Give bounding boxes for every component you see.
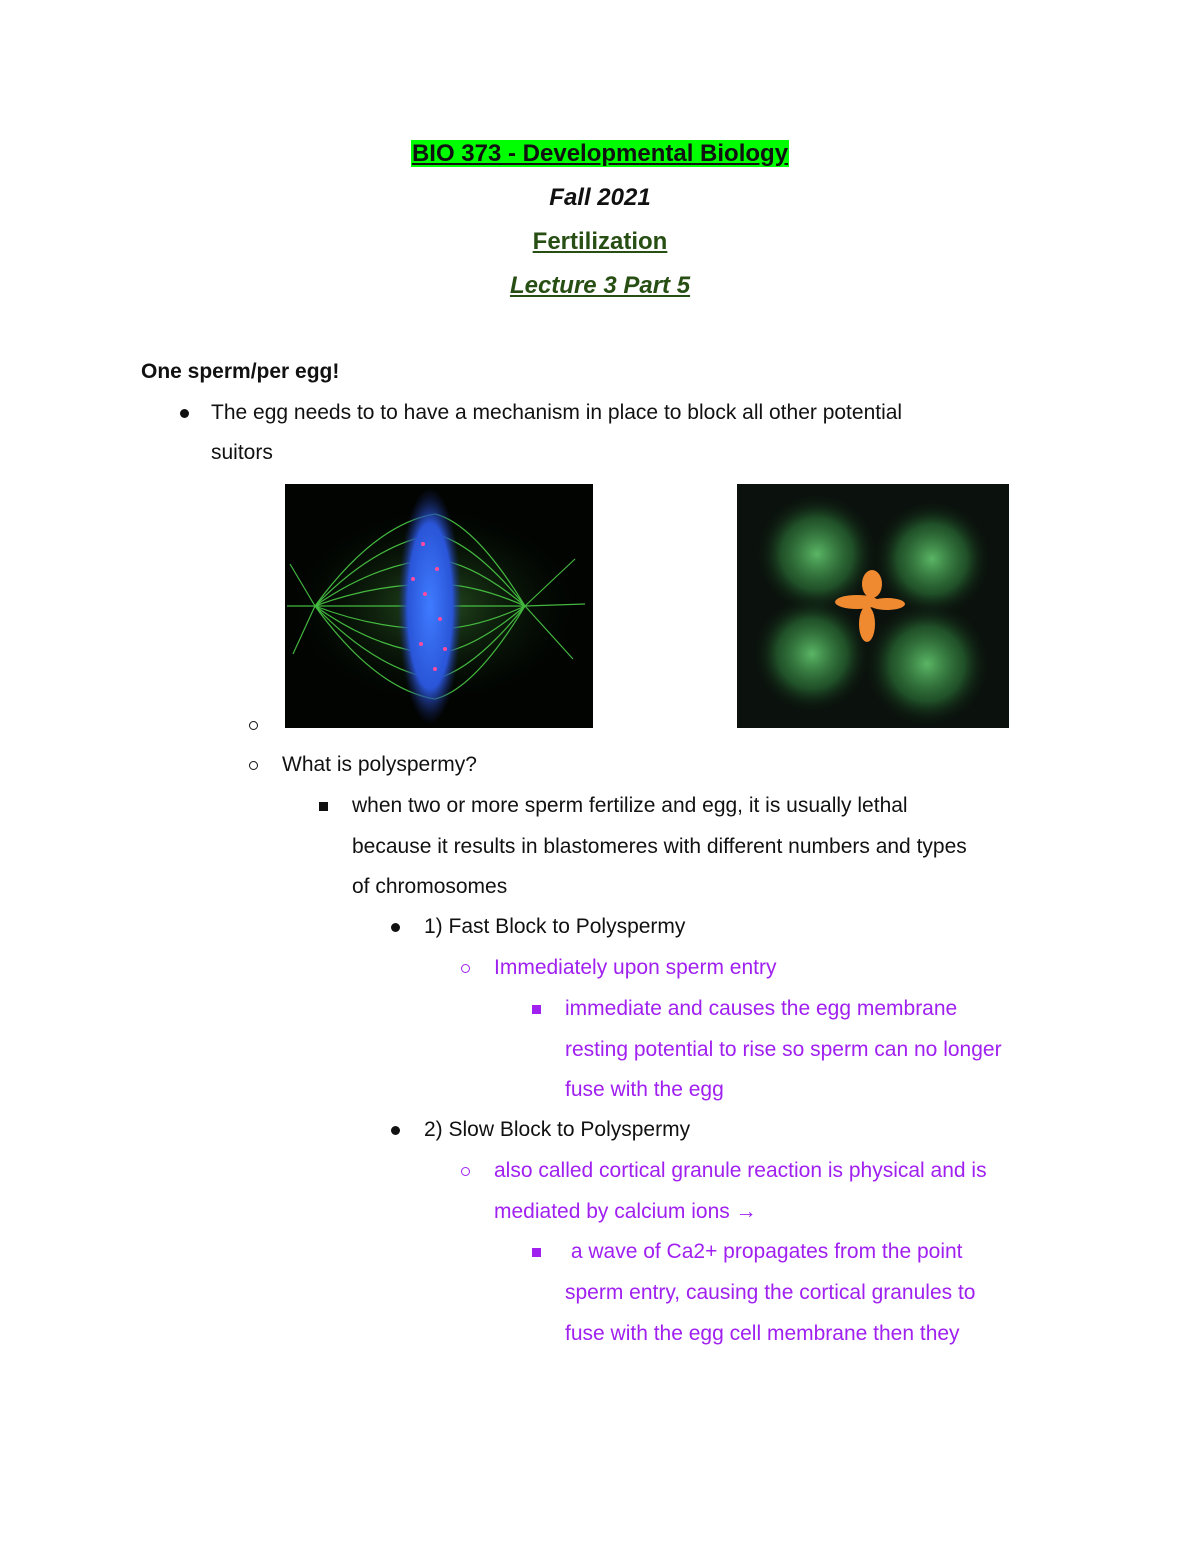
square-bullet-icon bbox=[532, 1005, 541, 1014]
circle-bullet-icon bbox=[461, 964, 470, 973]
fast-block-detail: immediate and causes the egg membrane bbox=[565, 997, 958, 1020]
circle-bullet-icon bbox=[461, 1167, 470, 1176]
lecture-title: Lecture 3 Part 5 bbox=[509, 272, 691, 299]
circle-bullet-icon bbox=[249, 761, 258, 770]
answer-text: of chromosomes bbox=[352, 875, 508, 898]
fast-block-title: 1) Fast Block to Polyspermy bbox=[424, 915, 686, 938]
slow-block-detail: sperm entry, causing the cortical granules to bbox=[565, 1281, 976, 1304]
circle-bullet-icon bbox=[249, 721, 258, 730]
fast-block-detail: resting potential to rise so sperm can no longer bbox=[565, 1038, 1002, 1061]
answer-text: because it results in blastomeres with different numbers and types bbox=[352, 835, 967, 858]
square-bullet-icon bbox=[319, 802, 328, 811]
bullet-text: suitors bbox=[211, 441, 273, 464]
section-heading: One sperm/per egg! bbox=[141, 360, 340, 383]
spindle-micrograph-image bbox=[285, 484, 593, 728]
course-title: BIO 373 - Developmental Biology bbox=[411, 140, 789, 167]
fast-block-detail: fuse with the egg bbox=[565, 1078, 724, 1101]
slow-block-detail: a wave of Ca2+ propagates from the point bbox=[565, 1240, 963, 1263]
slow-block-sub: also called cortical granule reaction is physical and is bbox=[494, 1159, 987, 1182]
slow-block-detail: fuse with the egg cell membrane then they bbox=[565, 1322, 960, 1345]
question-text: What is polyspermy? bbox=[282, 753, 477, 776]
topic-title: Fertilization bbox=[532, 228, 668, 255]
disc-bullet-icon bbox=[391, 1126, 400, 1135]
disc-bullet-icon bbox=[180, 409, 189, 418]
square-bullet-icon bbox=[532, 1248, 541, 1257]
tetrapolar-spindle-image bbox=[737, 484, 1009, 728]
answer-text: when two or more sperm fertilize and egg, it is usually lethal bbox=[352, 794, 908, 817]
disc-bullet-icon bbox=[391, 923, 400, 932]
term-label: Fall 2021 bbox=[549, 184, 651, 211]
slow-block-title: 2) Slow Block to Polyspermy bbox=[424, 1118, 691, 1141]
slow-block-sub: mediated by calcium ions → bbox=[494, 1200, 757, 1223]
fast-block-sub: Immediately upon sperm entry bbox=[494, 956, 777, 979]
bullet-text: The egg needs to to have a mechanism in place to block all other potential bbox=[211, 401, 903, 424]
